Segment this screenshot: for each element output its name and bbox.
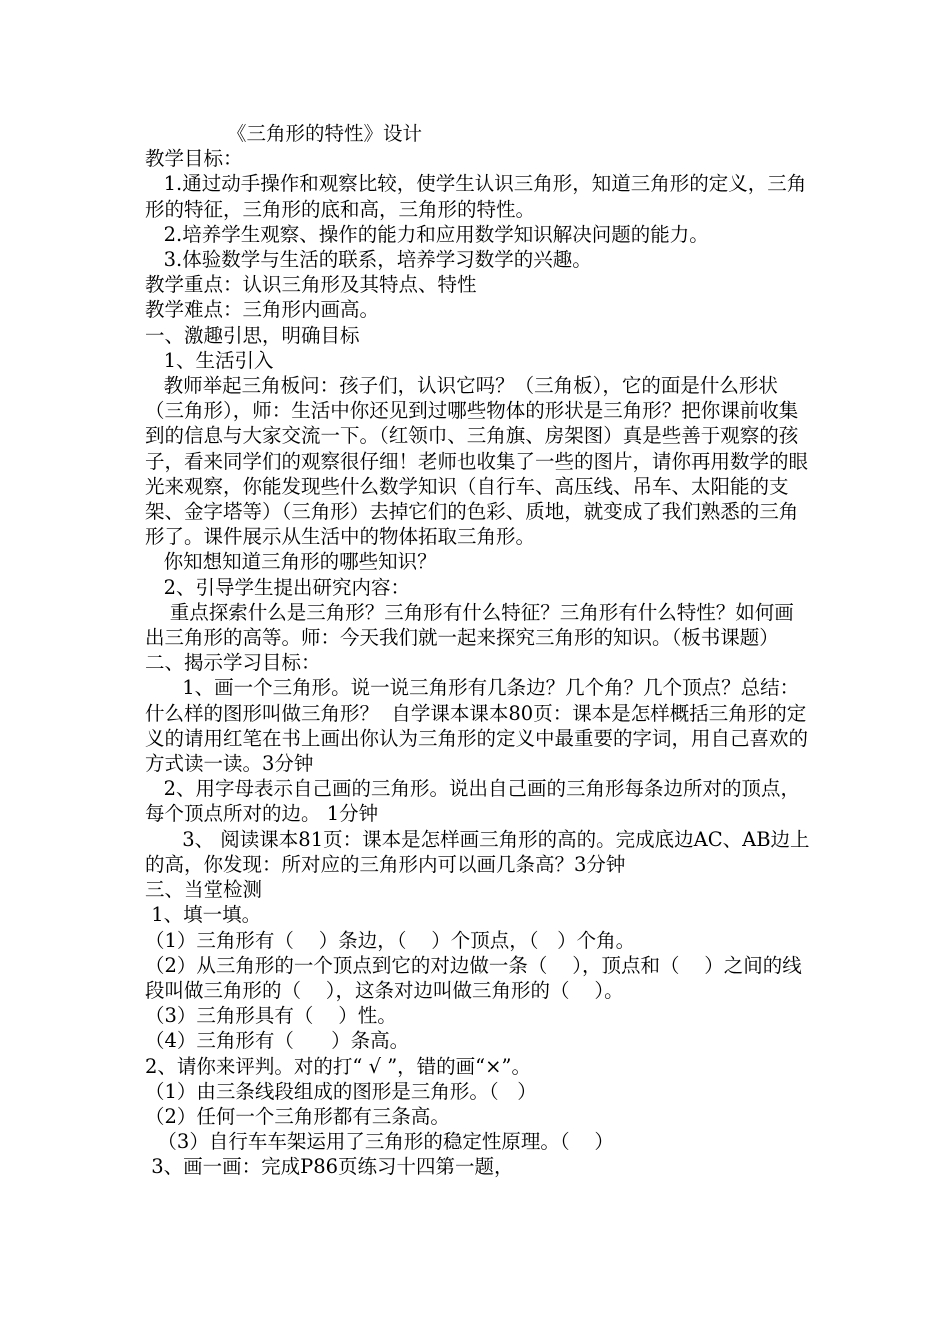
text-line: 3、 阅读课本81页：课本是怎样画三角形的高的。完成底边AC、AB边上的高，你发现：所对应的三角形内可以画几条高？3分钟: [145, 827, 810, 876]
text-line: （3）自行车车架运用了三角形的稳定性原理。（ ）: [145, 1130, 614, 1154]
text-line: （2）从三角形的一个顶点到它的对边做一条（ ），顶点和（ ）之间的线段叫做三角形的（ ），这条对边叫做三角形的（ ）。: [145, 953, 802, 1002]
text-line: （1）三角形有（ ）条边，（ ）个顶点，（ ）个角。: [145, 928, 636, 952]
text-line: 1、画一个三角形。说一说三角形有几条边？几个角？几个顶点？总结：什么样的图形叫做三角形？ 自学课本课本80页：课本是怎样概括三角形的定义的请用红笔在书上画出你认为三角形的定义中最重要的字词，用自己喜欢的方式读一读。3分钟: [145, 676, 809, 776]
text-line: 教学目标：: [145, 147, 243, 171]
document-title: 《三角形的特性》设计: [227, 122, 423, 145]
text-line: 2、引导学生提出研究内容：: [145, 575, 411, 599]
section-heading: 三、当堂检测: [145, 878, 263, 902]
text-line: 重点探索什么是三角形？三角形有什么特征？三角形有什么特性？如何画出三角形的高等。师：今天我们就一起来探究三角形的知识。（板书课题）: [145, 600, 794, 650]
text-line: 你知想知道三角形的哪些知识？: [145, 550, 437, 574]
section-heading: 二、揭示学习目标：: [145, 651, 321, 675]
document-body: [145, 121, 810, 1180]
text-line: 教学重点：认识三角形及其特点、特性: [145, 273, 477, 297]
text-line: （1）由三条线段组成的图形是三角形。（ ）: [145, 1079, 537, 1103]
text-line: 3、画一画：完成P86页练习十四第一题，: [145, 1155, 514, 1179]
text-line: 1、填一填。: [145, 903, 262, 927]
text-line: 1、生活引入: [145, 348, 274, 372]
text-line: （2）任何一个三角形都有三条高。: [145, 1104, 450, 1128]
text-line: 1.通过动手操作和观察比较，使学生认识三角形，知道三角形的定义，三角形的特征，三角形的底和高，三角形的特性。: [145, 172, 807, 221]
text-line: 2、请你来评判。对的打“ √ ”，错的画“×”。: [145, 1054, 531, 1078]
text-line: （3）三角形具有（ ）性。: [145, 1004, 397, 1028]
text-line: （4）三角形有（ ）条高。: [145, 1029, 410, 1053]
text-line: 2.培养学生观察、操作的能力和应用数学知识解决问题的能力。: [145, 222, 709, 246]
text-line: 3.体验数学与生活的联系，培养学习数学的兴趣。: [145, 248, 592, 272]
text-line: 教学难点：三角形内画高。: [145, 298, 380, 322]
text-line: 2、用字母表示自己画的三角形。说出自己画的三角形每条边所对的顶点，每个顶点所对的边。 1分钟: [145, 777, 801, 826]
section-heading: 一、激趣引思，明确目标: [145, 323, 360, 347]
text-line: 教师举起三角板问：孩子们，认识它吗？（三角板），它的面是什么形状（三角形），师：生活中你还见到过哪些物体的形状是三角形？把你课前收集到的信息与大家交流一下。（红领巾、三角旗、房架图）真是些善于观察的孩子，看来同学们的观察很仔细！老师也收集了一些的图片，请你再用数学的眼光来观察，你能发现些什么数学知识（自行车、高压线、吊车、太阳能的支架、金字塔等）（三角形）去掉它们的色彩、质地，就变成了我们熟悉的三角形了。课件展示从生活中的物体拓取三角形。: [145, 374, 809, 549]
